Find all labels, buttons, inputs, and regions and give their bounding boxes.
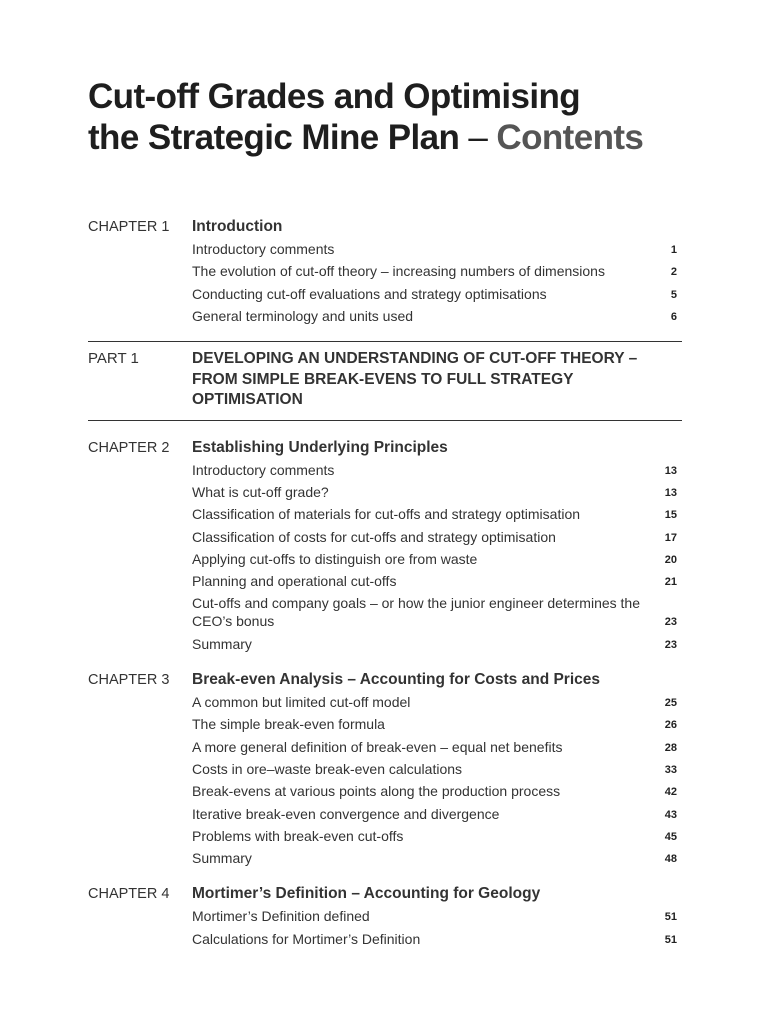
toc-entry-page: 15: [664, 509, 677, 522]
toc-entry-text: Costs in ore–waste break-even calculations: [192, 760, 463, 777]
toc-entry[interactable]: [192, 825, 682, 847]
toc-entry-page: 43: [664, 808, 677, 821]
chapter-body: [192, 883, 682, 950]
chapter-label: CHAPTER 3: [88, 672, 170, 689]
part-1: [88, 341, 682, 421]
part-title[interactable]: DEVELOPING AN UNDERSTANDING OF CUT-OFF THEORY – FROM SIMPLE BREAK-EVENS TO FULL STRATEGY OPTIMISATION: [192, 350, 638, 409]
toc-entry-text: What is cut-off grade?: [192, 483, 329, 500]
chapter-title[interactable]: Mortimer’s Definition – Accounting for Geology: [192, 885, 541, 903]
toc-entry-text: Classification of costs for cut-offs and strategy optimisation: [192, 528, 556, 545]
toc-entry-page: 26: [664, 719, 677, 732]
toc-entry[interactable]: [192, 928, 682, 950]
toc-entry-text: A more general definition of break-even – equal net benefits: [192, 738, 563, 755]
toc-entry[interactable]: [192, 803, 682, 825]
toc-entry-text: Mortimer’s Definition defined: [192, 908, 370, 925]
toc-entry[interactable]: [192, 780, 682, 802]
toc-entry[interactable]: [192, 459, 682, 481]
toc-entry-text: Planning and operational cut-offs: [192, 573, 397, 590]
toc-entry-text: Applying cut-offs to distinguish ore from waste: [192, 550, 478, 567]
toc-entry-page: 42: [664, 786, 677, 799]
chapter-label: CHAPTER 1: [88, 219, 170, 235]
chapter-label: CHAPTER 2: [88, 439, 170, 456]
toc-entry-text: A common but limited cut-off model: [192, 694, 411, 711]
title-line-1: Cut-off Grades and Optimising: [88, 77, 581, 116]
toc-entry-page: 1: [670, 244, 677, 256]
toc-entry-text: Cut-offs and company goals – or how the junior engineer determines the CEO’s bonus: [192, 595, 641, 630]
toc-entry-page: 13: [664, 464, 677, 477]
section-gap: [88, 655, 682, 669]
toc-entry-page: 51: [664, 933, 677, 946]
toc-entry-text: Introductory comments: [192, 241, 335, 257]
toc-entry[interactable]: [192, 548, 682, 570]
chapter-title[interactable]: Break-even Analysis – Accounting for Costs and Prices: [192, 671, 601, 689]
toc-entry[interactable]: [192, 570, 682, 592]
chapter-body: [192, 669, 682, 869]
chapter-label: CHAPTER 4: [88, 886, 170, 903]
toc-entry[interactable]: [192, 260, 682, 282]
toc-entry[interactable]: [192, 758, 682, 780]
title-line-2: the Strategic Mine Plan: [88, 118, 460, 157]
toc-entry-page: 25: [664, 697, 677, 710]
toc-entry-page: 21: [664, 576, 677, 589]
toc-entry-page: 23: [664, 616, 677, 629]
toc-entry[interactable]: [192, 713, 682, 735]
toc-entry-page: 28: [664, 741, 677, 754]
toc-entry[interactable]: [192, 592, 682, 632]
toc-entry-text: Summary: [192, 635, 252, 652]
toc-entry-text: Problems with break-even cut-offs: [192, 827, 404, 844]
chapter-title[interactable]: Establishing Underlying Principles: [192, 438, 448, 456]
toc-entry-page: 13: [664, 486, 677, 499]
toc-entry-page: 51: [664, 911, 677, 924]
chapter-1: [88, 216, 682, 327]
toc-entry-page: 23: [664, 638, 677, 651]
part-label: PART 1: [88, 350, 139, 368]
toc-entry-text: Introductory comments: [192, 461, 335, 478]
toc-entry-page: 33: [664, 763, 677, 776]
page-title: [88, 76, 682, 158]
chapter-3: [88, 669, 682, 869]
toc-entry-text: General terminology and units used: [192, 307, 414, 324]
toc-entry-page: 48: [664, 853, 677, 866]
toc-entry-page: 2: [670, 266, 677, 279]
table-of-contents: [88, 216, 682, 950]
chapter-body: [192, 437, 682, 655]
toc-entry[interactable]: [192, 238, 682, 260]
toc-entry-page: 45: [664, 830, 677, 843]
toc-entry-page: 6: [670, 310, 677, 323]
toc-entry-text: The evolution of cut-off theory – increasing numbers of dimensions: [192, 263, 605, 280]
toc-entry[interactable]: [192, 283, 682, 305]
toc-entry[interactable]: [192, 847, 682, 869]
toc-entry-text: Break-evens at various points along the production process: [192, 783, 561, 800]
chapter-body: [192, 216, 682, 327]
toc-entry-text: Classification of materials for cut-offs and strategy optimisation: [192, 506, 581, 523]
title-dash: –: [459, 118, 497, 157]
toc-entry-text: Conducting cut-off evaluations and strategy optimisations: [192, 285, 547, 302]
toc-entry-text: Summary: [192, 850, 252, 867]
toc-entry[interactable]: [192, 691, 682, 713]
toc-entry[interactable]: [192, 526, 682, 548]
toc-entry-text: Calculations for Mortimer’s Definition: [192, 930, 421, 947]
chapter-2: [88, 437, 682, 655]
title-contents-word: Contents: [496, 118, 644, 157]
toc-entry[interactable]: [192, 633, 682, 655]
toc-entry-page: 20: [664, 553, 677, 566]
section-gap: [88, 869, 682, 883]
toc-entry-text: The simple break-even formula: [192, 716, 385, 733]
chapter-title[interactable]: Introduction: [192, 218, 283, 235]
toc-entry[interactable]: [192, 736, 682, 758]
toc-entry[interactable]: [192, 905, 682, 927]
chapter-4: [88, 883, 682, 950]
toc-entry-page: 5: [670, 288, 677, 301]
toc-entry[interactable]: [192, 305, 682, 327]
toc-entry-text: Iterative break-even convergence and divergence: [192, 805, 500, 822]
toc-entry-page: 17: [664, 531, 677, 544]
toc-entry[interactable]: [192, 481, 682, 503]
toc-entry[interactable]: [192, 503, 682, 525]
